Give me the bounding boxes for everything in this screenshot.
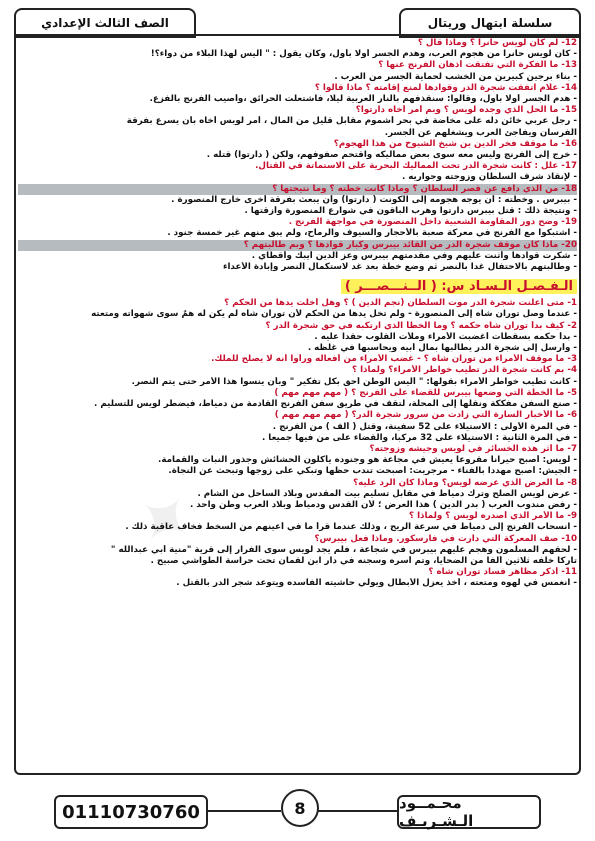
footer-line-right <box>315 810 400 812</box>
question-line: 13- ما الفكرة التي تفتقت أذهان الفرنج عنها ؟ <box>378 60 577 71</box>
answer-line: - انسحاب الفرنج إلى دمياط في سرعة الريح ، وذلك عندما قرأ ما في أعينهم من السخط فخاف عاقبة ذلك . <box>125 522 577 533</box>
answer-line: - انغمس في لهوه ومتعته ، أخذ يعزل الأبطال ويولي حاشيته الفاسده ويتوعد شجر الدر بالقتل . <box>176 578 577 589</box>
question-line: 9- ما الأمر الذي أصدره لويس ؟ ولماذا ؟ <box>409 511 577 522</box>
answer-line: - في المرة الثانية : الاستيلاء على 32 مركبا، والقضاء على من فيها جميعا . <box>261 432 577 443</box>
answer-line: - خرج إلى الفرنج وليس معه سوى بعض مماليكه واقتحم صفوفهم، ولكن ( دارتوا) قتله . <box>206 150 577 161</box>
answer-line: - الجيش: أصبح مهددا بالفناء - مرجريت: أصبحت تندب حظها وتبكي على زوجها وتبحث عن النجاة. <box>168 466 577 477</box>
author-box <box>397 795 541 829</box>
question-line: 8- ما العرض الذي عرضه لويس؟ وماذا كان الرد عليه؟ <box>353 477 577 488</box>
footer-line-left <box>204 810 281 812</box>
question-line: 15- ما الحل الذي وجده لويس ؟ وبم أمر أخاه دارتوا؟ <box>355 105 577 116</box>
question-line: 16- ما موقف فخر الدين بن شيخ الشيوخ من هذا الهجوم؟ <box>333 138 577 149</box>
answer-line: - اشتبكوا مع الفرنج في معركة صعبة بالأحجار والسيوف والرماح، ولم يبق منهم غير خمسة جنود . <box>167 228 577 239</box>
answer-line: - عرض لويس الصلح وترك دمياط في مقابل تسليم بيت المقدس وبلاد الساحل من الشام . <box>197 488 577 499</box>
answer-line: - بيبرس . وخطته : أن يوجه هجومه إلى الكونت ( دارتوا) وأن يبعث بفرقة أخرى خارج المنصورة . <box>171 194 577 205</box>
question-line: 18- من الذي دافع عن قصر السلطان ؟ وماذا كانت خطته ؟ وما نتيجتها ؟ <box>18 184 577 195</box>
answer-line: - بناء برجين كبيرين من الخشب لحماية الجسر من العرب . <box>334 71 577 82</box>
series-title: سلسلة ابتهال وريتال <box>427 16 553 30</box>
author-name: محـمــود الـشـريـف <box>399 794 474 830</box>
phone-number: 01110730760 <box>62 801 200 823</box>
answer-line: - عندما وصل توران شاه إلى المنصورة - ولم تخل يدها من الحكم لأن توران شاه لم يكن له همٌ سوى شهواته ومتعته <box>91 309 577 320</box>
question-line: 1- متى أعلنت شجرة الدر موت السلطان (نجم الدين ) ؟ وهل أخلت يدها من الحكم ؟ <box>224 298 577 309</box>
question-line: 7- ما أثر هذه الخسائر في لويس وجيشه وزوجته؟ <box>369 443 577 454</box>
answer-line: - صنع السفن مفككة ونقلها إلى المحلة، لتقف في طريق سفن الفرنج القادمة من دمياط، فيضطر لويس للتسليم . <box>94 399 577 410</box>
question-line: 17- علل : كانت شجرة الدر تحت المماليك البحرية على الاستماتة في القتال. <box>255 161 577 172</box>
answer-line: - لويس: أصبح حيرانا مقروعا يعيش في مجاعة هو وجنوده يأكلون الحشائش وجذور النبات والقمامة. <box>158 455 577 466</box>
page-number: 8 <box>294 798 306 818</box>
questions-part-2 <box>18 298 577 589</box>
answer-line: - شكرت قوادها وأثنت عليهم وفي مقدمتهم بيبرس وعز الدين أيبك وأقطاي . <box>251 250 577 261</box>
question-line: 3- ما موقف الأمراء من توران شاه ؟ - غضب الأمراء من أفعاله ورأوا أنه لا يصلح للملك. <box>211 354 577 365</box>
question-line: 20- ماذا كان موقف شجرة الدر من القائد بيبرس وكبار قوادها ؟ وبم طالبتهم ؟ <box>18 240 577 251</box>
question-line: 2- كيف بدأ توران شاه حكمه ؟ وما الخطأ الذي ارتكبه في حق شجرة الدر ؟ <box>265 320 577 331</box>
page <box>14 8 581 833</box>
question-line: 10- صف المعركة التي دارت في فارسكور. وماذا فعل بيبرس؟ <box>314 533 577 544</box>
answer-line: - رجل عربي خائن دله على مخاضة في بحر أشموم مقابل قليل من المال ، أمر لويس أخاه بأن يسرع بفرقة <box>126 116 577 127</box>
question-line: 5- ما الخطة التي وضعها بيبرس للقضاء على الفرنج ؟ ( مهم مهم مهم ) <box>274 387 577 398</box>
answer-line: الفرسان ويفاجئ العرب ويشغلهم عن الجسر. <box>384 127 577 138</box>
watermark: ✦ <box>115 468 213 572</box>
section-title <box>18 279 577 294</box>
footer <box>14 775 581 833</box>
answer-line: - وطالبتهم بالاحتفال غدا بالنصر ثم وضع خطة بعد غد لاستكمال النصر وإبادة الأعداء <box>223 262 577 273</box>
questions-part-1 <box>18 38 577 273</box>
answer-line: تاركا خلفه ثلاثين ألفا من الضحايا، وتم أسره وسجنه في دار ابن لقمان تحت حراسة الطواشي صبيح . <box>150 555 577 566</box>
content-area <box>18 38 577 771</box>
answer-line: - رفض مندوب العرب ( بدر الدين ) هذا العرض ؛ لأن القدس ودمياط وبلاد العرب وطن واحد . <box>189 499 577 510</box>
section-title-text: الـفـصـل الـسـاد س: ( الــنـــصـــر ) <box>341 279 577 294</box>
answer-line: - كانت تطيب خواطر الأمراء بقولها: " أليس الوطن أحق بكل تفكير " وبأن ينسوا هذا الأمر حتى يتم النصر. <box>131 376 577 387</box>
answer-line: - في المرة الأولى : الاستيلاء على 52 سفينة، وقتل ( ألف ) من الفرنج . <box>272 421 577 432</box>
grade-title: الصف الثالث الإعدادي <box>41 16 169 30</box>
answer-line: - هدم الجسر أولا بأول، وقالوا: سنقذفهم بالنار العربية ليلا، فاشتعلت الحرائق ،وأصيب الفرنج بالفزع. <box>149 94 577 105</box>
answer-line: - بدأ حكمه بسقطات أغضبت الأمراء وملأت القلوب حقدا عليه . <box>314 331 577 342</box>
question-line: 19- وضح دور المقاومة الشعبية داخل المنصورة في مواجهة الفرنج . <box>288 217 577 228</box>
question-line: 11- أذكر مظاهر فساد توران شاه ؟ <box>428 567 577 578</box>
question-line: 12- لم كان لويس حانرا ؟ وماذا قال ؟ <box>417 38 577 48</box>
answer-line: - كان لويس حانرا من هجوم العرب، وهدم الجسر أولا بأول، وكان يقول : " أليس لهذا البلاء من دواء؟! <box>150 49 577 60</box>
page-number-circle <box>281 789 319 827</box>
phone-box <box>54 795 208 829</box>
answer-line: - لحقهم المسلمون وهجم عليهم بيبرس في شجاعة ، فلم يجد لويس سوى الفرار إلى قرية "منية أبي عبدالله " <box>110 544 577 555</box>
question-line: 14- علام اتفقت شجرة الدر وقوادها لمنع إقامته ؟ ماذا قالوا ؟ <box>314 82 577 93</box>
answer-line: - لإنقاذ شرف السلطان وزوجته وجواريه . <box>401 172 577 183</box>
answer-line: - ونتيجة ذلك : قتل بيبرس دارتوا وهرب الباقون في شوارع المنصورة وأزقتها . <box>244 206 577 217</box>
answer-line: - وأرسل إلى شجرة الدر يطالبها بمال أبيه ويحاسبها في غلظه . <box>307 343 577 354</box>
question-line: 4- بم كانت شجرة الدر تطيب خواطر الأمراء؟ ولماذا ؟ <box>352 365 577 376</box>
question-line: 6- ما الأخبار السارة التي زادت من سرور شجرة الدر؟ ( مهم مهم مهم ) <box>274 410 577 421</box>
